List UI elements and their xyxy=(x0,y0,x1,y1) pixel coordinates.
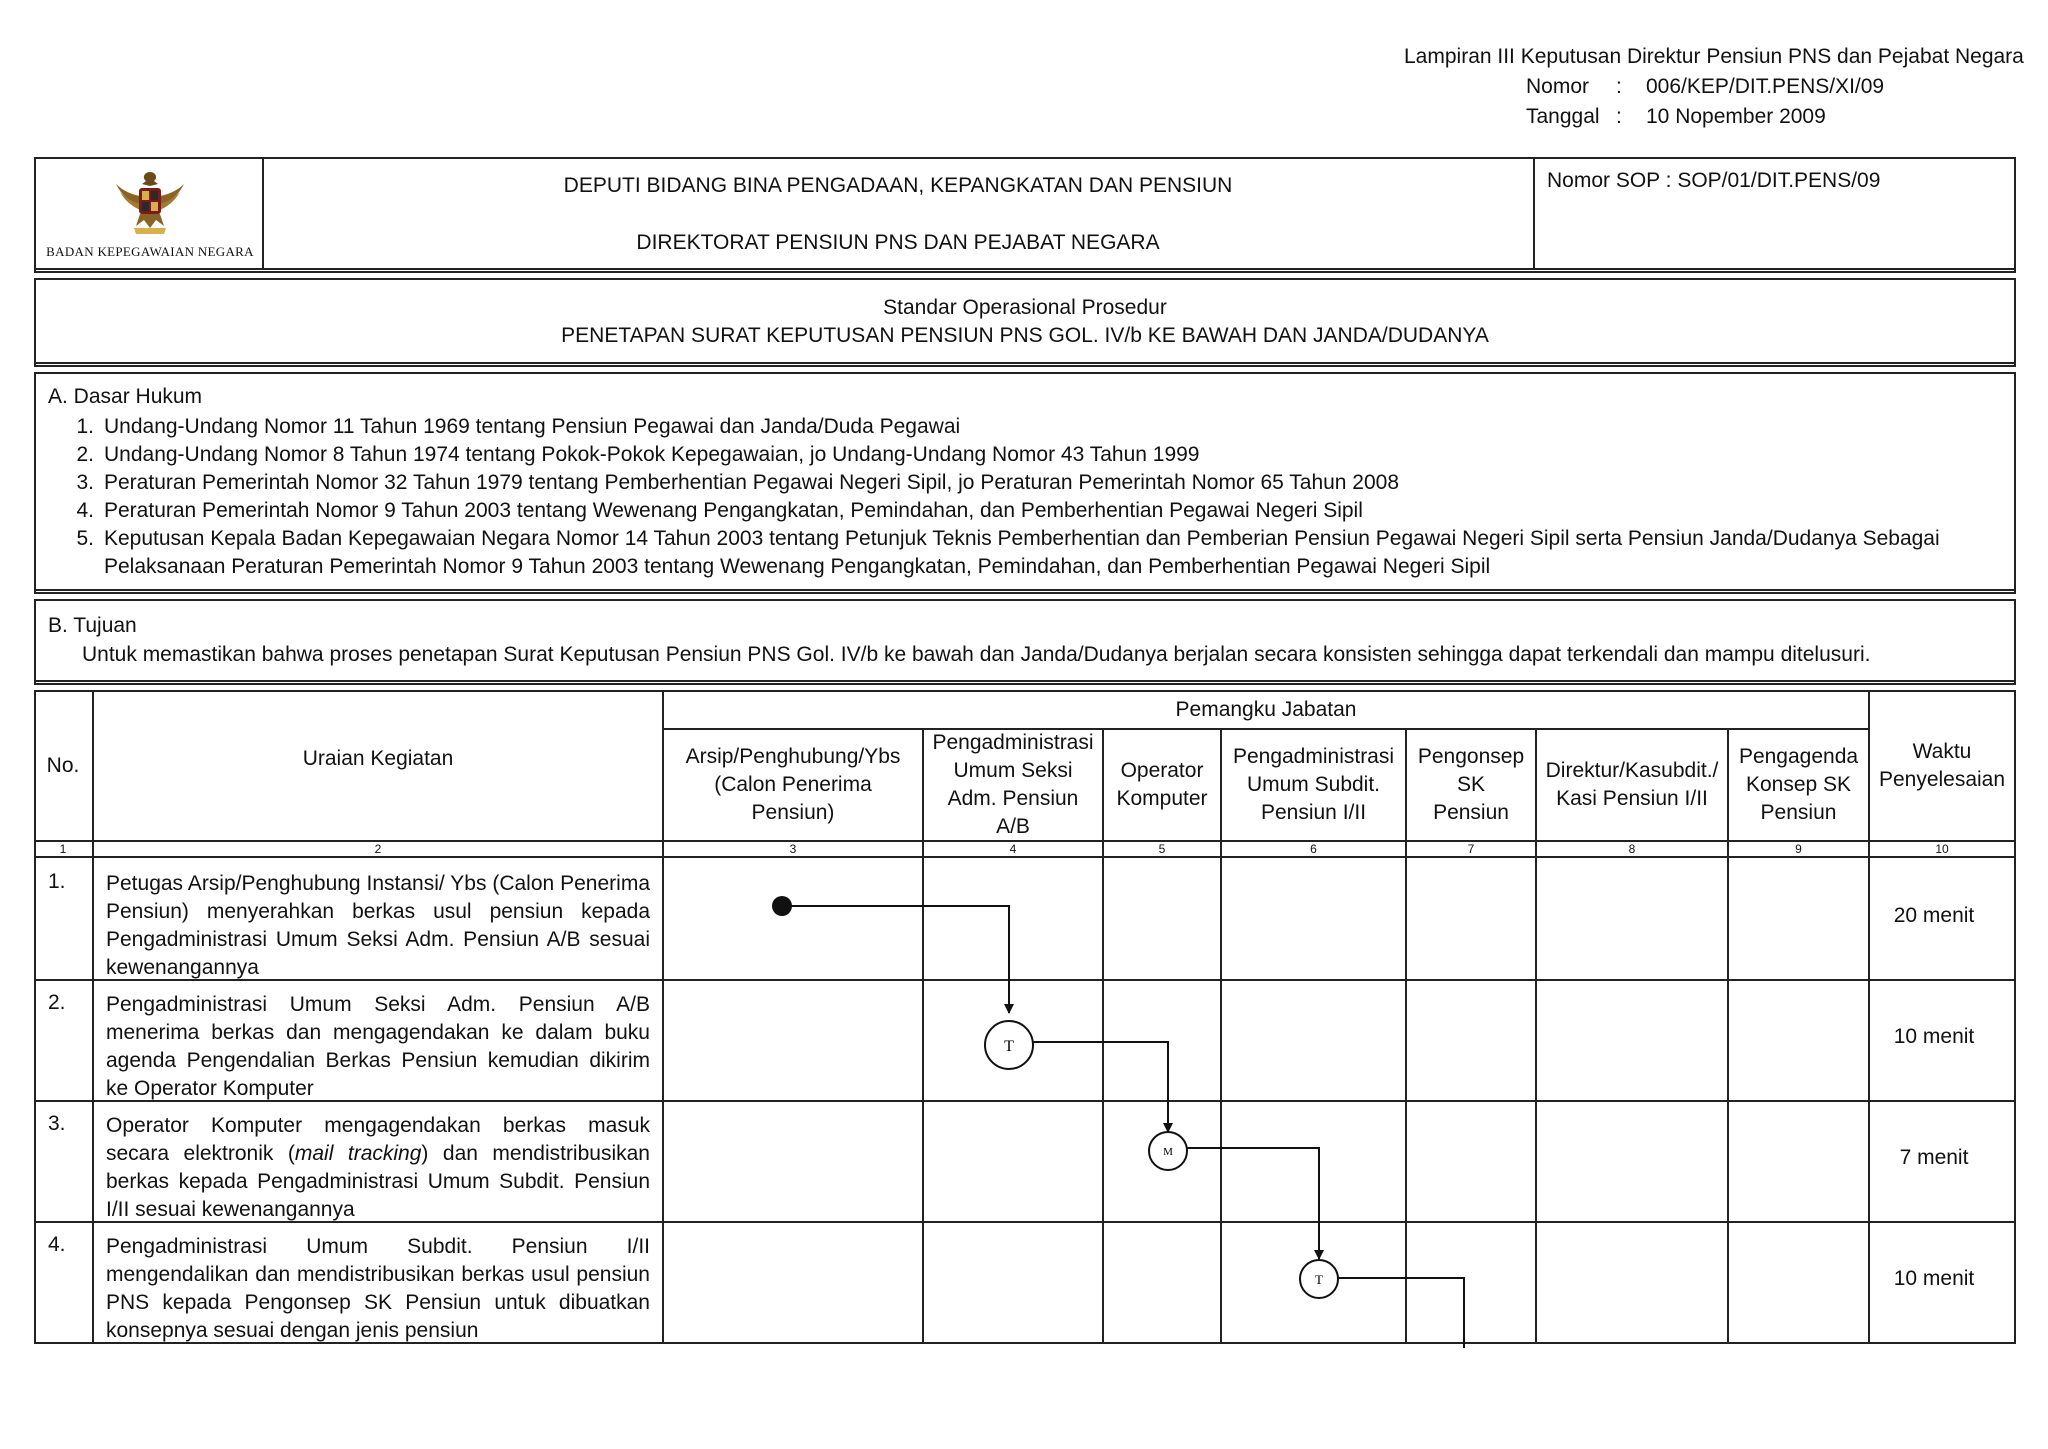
item-number: 2. xyxy=(76,443,94,466)
connector-line xyxy=(1187,1148,1319,1259)
role-header: Arsip/Penghubung/Ybs (Calon Penerima Pensiun) xyxy=(685,745,901,824)
logo-caption: BADAN KEPEGAWAIAN NEGARA xyxy=(46,244,254,259)
col-number: 5 xyxy=(1158,842,1166,856)
connector-line xyxy=(782,906,1009,1013)
waktu-value: 20 menit xyxy=(1893,904,1975,927)
nomor-label: Nomor xyxy=(1526,75,1590,98)
col-number: 8 xyxy=(1628,842,1636,856)
waktu-value: 7 menit xyxy=(1899,1146,1969,1169)
activity-text: Pengadministrasi Umum Seksi Adm. Pensiun A/B menerima berkas dan mengagendakan ke dalam buku agenda Pengendalian Berkas Pensiun kemudian dikirim ke Operator Komputer xyxy=(106,993,650,1100)
connector-line xyxy=(1338,1278,1464,1348)
row-number: 4. xyxy=(48,1233,66,1256)
node-label: M xyxy=(1163,1146,1173,1158)
activity-text-part: ) dan mendistribusikan berkas kepada Pengadministrasi Umum Subdit. Pensiun I/II sesuai kewenangannya xyxy=(106,1142,650,1221)
node-label: T xyxy=(1315,1272,1323,1287)
tujuan-text: Untuk memastikan bahwa proses penetapan Surat Keputusan Pensiun PNS Gol. IV/b ke bawah dan Janda/Dudanya berjalan secara konsisten sehingga dapat terkendali dan mampu ditelusuri. xyxy=(82,643,1871,666)
item-text: Peraturan Pemerintah Nomor 9 Tahun 2003 tentang Wewenang Pengangkatan, Pemindahan, dan Pemberhentian Pegawai Negeri Sipil xyxy=(104,499,1363,522)
col-number: 3 xyxy=(789,842,797,856)
row-number: 3. xyxy=(48,1112,66,1135)
item-number: 3. xyxy=(76,471,94,494)
item-text: Undang-Undang Nomor 11 Tahun 1969 tentang Pensiun Pegawai dan Janda/Duda Pegawai xyxy=(104,415,961,438)
tujuan-title: B. Tujuan xyxy=(48,614,137,637)
col-header-waktu: Waktu Penyelesaian xyxy=(1878,740,2006,791)
lampiran-title: Lampiran III Keputusan Direktur Pensiun PNS dan Pejabat Negara xyxy=(1404,45,2024,68)
col-number: 2 xyxy=(374,842,382,856)
row-number: 2. xyxy=(48,991,66,1014)
activity-text: Petugas Arsip/Penghubung Instansi/ Ybs (Calon Penerima Pensiun) menyerahkan berkas usul pensiun kepada Pengadministrasi Umum Seksi Adm. Pensiun A/B sesuai kewenangannya xyxy=(106,872,650,979)
role-header: Pengagenda Konsep SK Pensiun xyxy=(1738,745,1859,824)
connector-line xyxy=(1033,1042,1168,1132)
dasar-hukum-title: A. Dasar Hukum xyxy=(48,385,203,408)
item-number: 1. xyxy=(76,415,94,438)
activity-text: Pengadministrasi Umum Subdit. Pensiun I/II mengendalikan dan mendistribusikan berkas usul pensiun PNS kepada Pengonsep SK Pensiun untuk dibuatkan konsepnya sesuai dengan jenis pensiun xyxy=(106,1235,650,1342)
item-text: Keputusan Kepala Badan Kepegawaian Negara Nomor 14 Tahun 2003 tentang Petunjuk Teknis Pemberhentian dan Pemberian Pensiun Pegawai Negeri Sipil serta Pensiun Janda/Dudanya Sebagai Pelaksanaan Peraturan Pemerintah Nomor 9 Tahun 2003 tentang Wewenang Pengangkatan, Pemindahan, dan Pemberhentian Pegawai Negeri Sipil xyxy=(104,527,1940,578)
col-header-pemangku: Pemangku Jabatan xyxy=(1175,698,1357,721)
direktorat-title: DIREKTORAT PENSIUN PNS DAN PEJABAT NEGARA xyxy=(636,231,1160,254)
col-header-uraian: Uraian Kegiatan xyxy=(302,747,454,770)
role-header: Operator Komputer xyxy=(1116,759,1208,810)
item-text: Peraturan Pemerintah Nomor 32 Tahun 1979 tentang Pemberhentian Pegawai Negeri Sipil, jo Peraturan Pemerintah Nomor 65 Tahun 2008 xyxy=(104,471,1400,494)
role-header: Pengonsep SK Pensiun xyxy=(1417,745,1525,824)
separator: : xyxy=(1616,75,1622,98)
separator: : xyxy=(1616,105,1622,128)
col-number: 9 xyxy=(1795,842,1802,856)
role-header: Pengadministrasi Umum Seksi Adm. Pensiun A/B xyxy=(932,731,1094,838)
activity-text-italic: mail tracking xyxy=(294,1142,422,1165)
item-number: 5. xyxy=(76,527,94,550)
waktu-value: 10 menit xyxy=(1893,1025,1975,1048)
tanggal-label: Tanggal xyxy=(1526,105,1600,128)
col-number: 7 xyxy=(1467,842,1475,856)
nomor-value: 006/KEP/DIT.PENS/XI/09 xyxy=(1646,75,1885,98)
sop-subtitle: Standar Operasional Prosedur xyxy=(883,296,1167,319)
activity-text-part: Operator Komputer mengagendakan berkas masuk secara elektronik ( xyxy=(106,1114,650,1165)
col-number: 4 xyxy=(1009,842,1017,856)
item-number: 4. xyxy=(76,499,94,522)
role-header: Direktur/Kasubdit./ Kasi Pensiun I/II xyxy=(1545,759,1719,810)
nomor-sop: Nomor SOP : SOP/01/DIT.PENS/09 xyxy=(1547,169,1881,192)
row-number: 1. xyxy=(48,870,66,893)
deputi-title: DEPUTI BIDANG BINA PENGADAAN, KEPANGKATAN DAN PENSIUN xyxy=(563,174,1233,197)
item-text: Undang-Undang Nomor 8 Tahun 1974 tentang Pokok-Pokok Kepegawaian, jo Undang-Undang Nomor 43 Tahun 1999 xyxy=(104,443,1200,466)
sop-title: PENETAPAN SURAT KEPUTUSAN PENSIUN PNS GOL. IV/b KE BAWAH DAN JANDA/DUDANYA xyxy=(561,324,1489,347)
tanggal-value: 10 Nopember 2009 xyxy=(1646,105,1826,128)
col-header-no: No. xyxy=(46,754,80,777)
waktu-value: 10 menit xyxy=(1893,1267,1975,1290)
node-label: T xyxy=(1004,1038,1014,1055)
role-header: Pengadministrasi Umum Subdit. Pensiun I/II xyxy=(1232,745,1395,824)
col-number: 1 xyxy=(59,842,67,856)
col-number: 6 xyxy=(1310,842,1317,856)
col-number: 10 xyxy=(1935,842,1949,856)
